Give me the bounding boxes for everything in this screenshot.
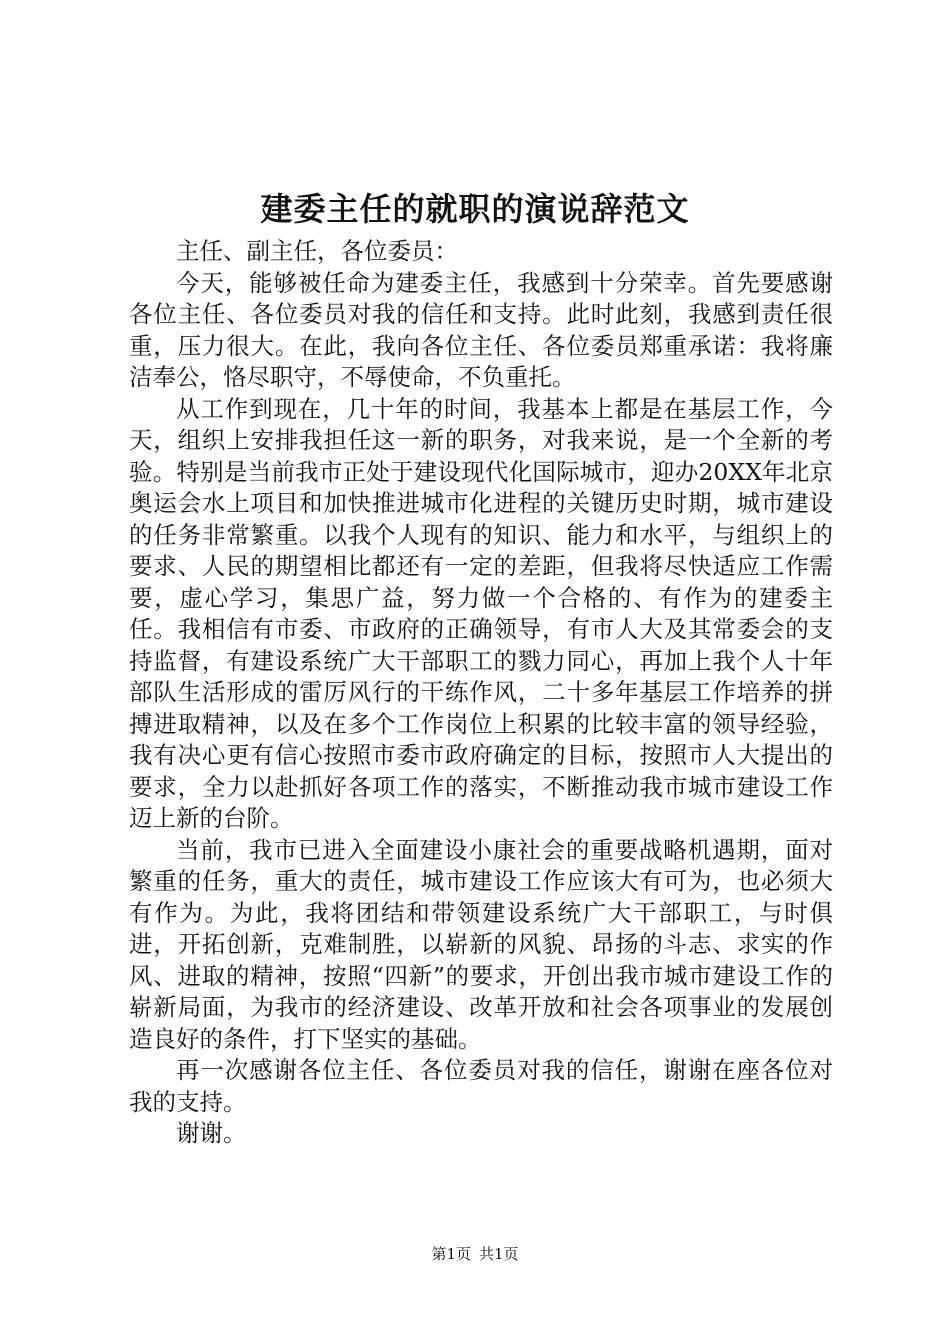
body-paragraph: 当前，我市已进入全面建设小康社会的重要战略机遇期，面对繁重的任务，重大的责任，城市建设工作应该大有可为，也必须大有作为。为此，我将团结和带领建设系统广大干部职工，与时俱进，开拓创新，克难制胜，以崭新的风貌、昂扬的斗志、求实的作风、进取的精神，按照“四新”的要求，开创出我市城市建设工作的崭新局面，为我市的经济建设、改革开放和社会各项事业的发展创造良好的条件，打下坚实的基础。 (129, 835, 833, 1053)
closing-paragraph: 谢谢。 (176, 1119, 247, 1147)
document-body (129, 236, 833, 1150)
document-title: 建委主任的就职的演说辞范文 (260, 190, 690, 228)
page-footer (0, 1243, 950, 1265)
page-number: 第1页 (431, 1245, 471, 1263)
page-total: 共1页 (479, 1245, 519, 1263)
body-paragraph: 今天，能够被任命为建委主任，我感到十分荣幸。首先要感谢各位主任、各位委员对我的信任和支持。此时此刻，我感到责任很重，压力很大。在此，我向各位主任、各位委员郑重承诺：我将廉洁奉公，恪尽职守，不辱使命，不负重托。 (129, 268, 833, 391)
salutation-paragraph: 主任、副主任，各位委员： (176, 237, 458, 265)
body-paragraph: 从工作到现在，几十年的时间，我基本上都是在基层工作，今天，组织上安排我担任这一新的职务，对我来说，是一个全新的考验。特别是当前我市正处于建设现代化国际城市，迎办20XX年北京奥运会水上项目和加快推进城市化进程的关键历史时期，城市建设的任务非常繁重。以我个人现有的知识、能力和水平，与组织上的要求、人民的期望相比都还有一定的差距，但我将尽快适应工作需要，虚心学习，集思广益，努力做一个合格的、有作为的建委主任。我相信有市委、市政府的正确领导，有市人大及其常委会的支持监督，有建设系统广大干部职工的戮力同心，再加上我个人十年部队生活形成的雷厉风行的干练作风，二十多年基层工作培养的拼搏进取精神，以及在多个工作岗位上积累的比较丰富的领导经验，我有决心更有信心按照市委市政府确定的目标，按照市人大提出的要求，全力以赴抓好各项工作的落实，不断推动我市城市建设工作迈上新的台阶。 (129, 394, 833, 832)
body-paragraph: 再一次感谢各位主任、各位委员对我的信任，谢谢在座各位对我的支持。 (129, 1056, 833, 1116)
